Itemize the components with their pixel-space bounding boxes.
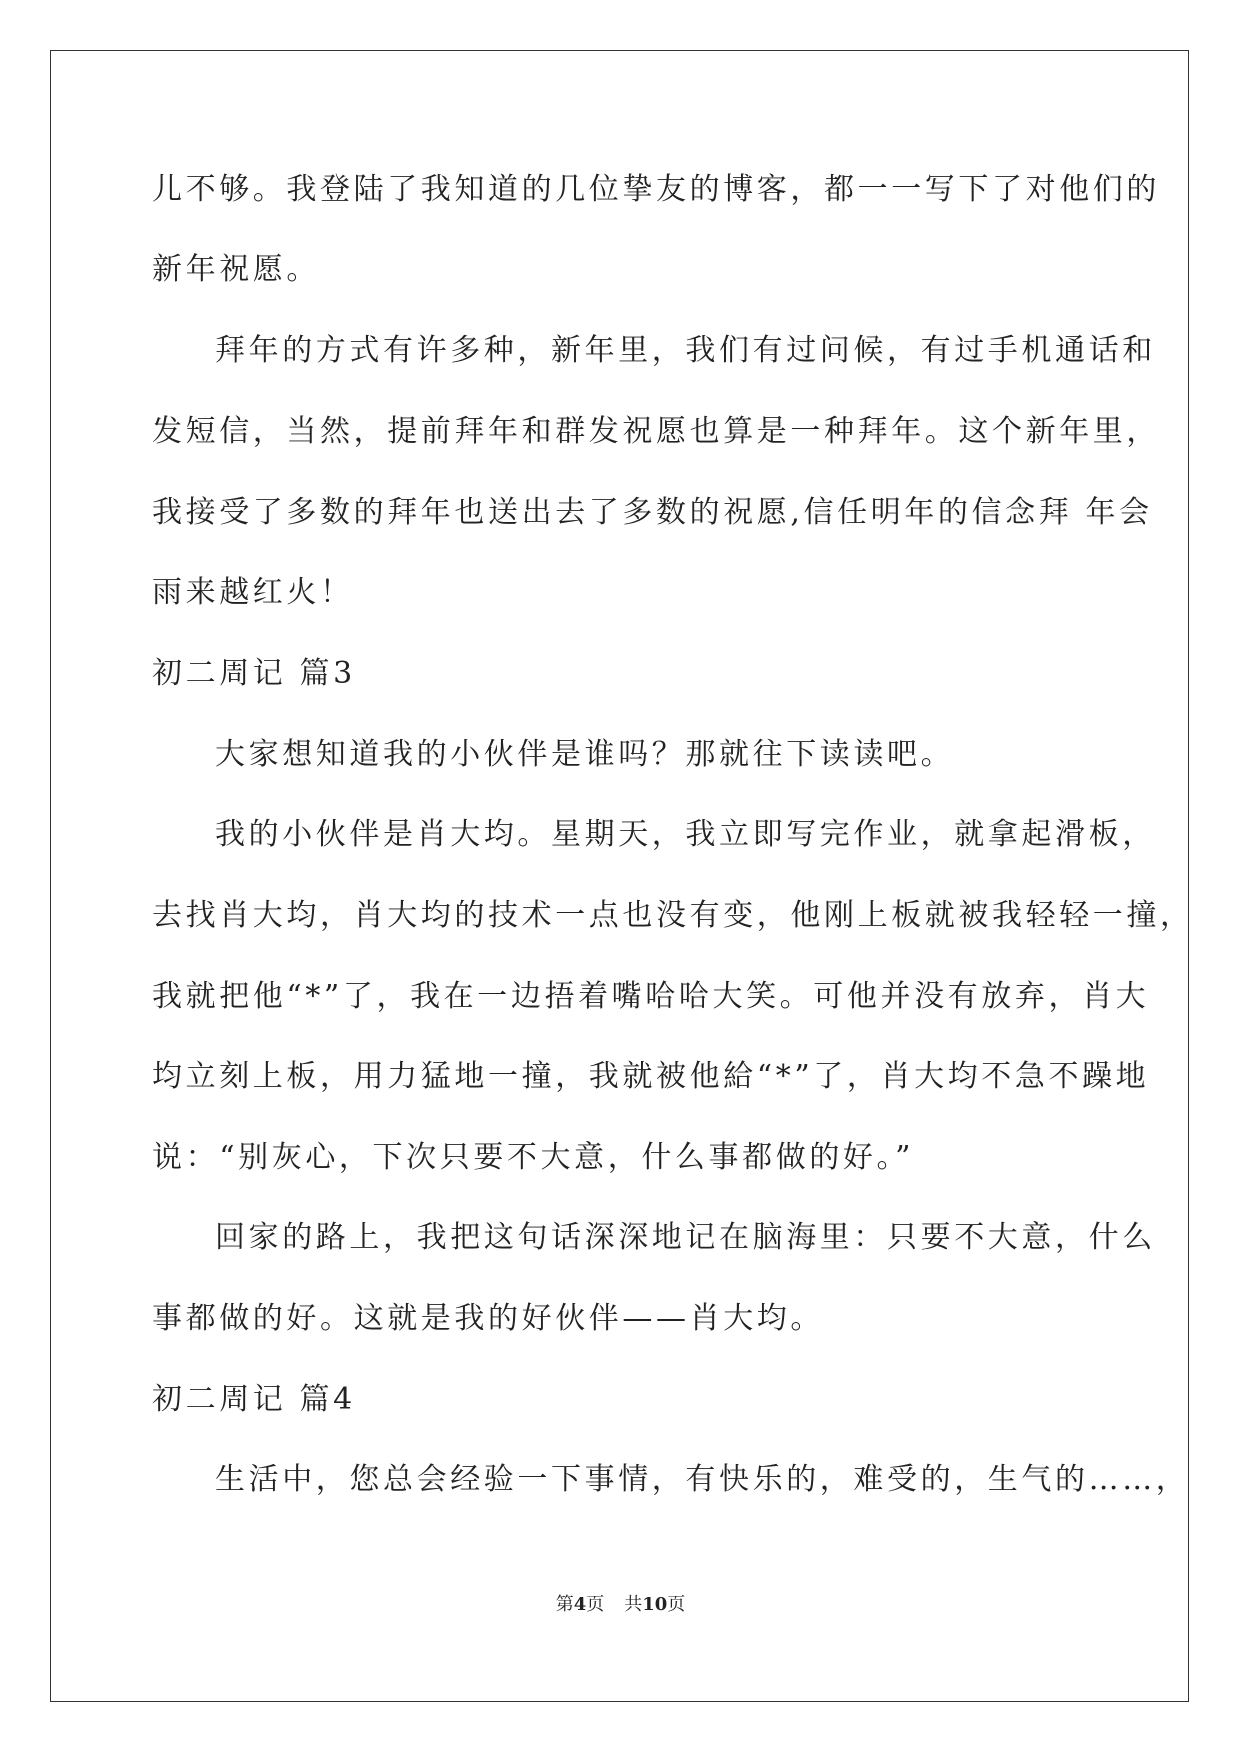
body-text-line: 均立刻上板，用力猛地一撞，我就被他給“*”了，肖大均不急不躁地 bbox=[152, 1059, 1150, 1094]
total-suffix: 页 bbox=[667, 1594, 686, 1615]
total-pages: 10 bbox=[642, 1594, 668, 1615]
page-border bbox=[50, 50, 1189, 1702]
page-suffix: 页 bbox=[586, 1594, 605, 1615]
body-text-line: 我的小伙伴是肖大均。星期天，我立即写完作业，就拿起滑板， bbox=[215, 817, 1156, 852]
body-text-line: 我就把他“*”了，我在一边捂着嘴哈哈大笑。可他并没有放弃，肖大 bbox=[152, 979, 1150, 1014]
body-text-line: 儿不够。我登陆了我知道的几位挚友的博客，都一一写下了对他们的 bbox=[152, 172, 1160, 207]
page-number: 4 bbox=[573, 1594, 587, 1615]
body-text-line: 去找肖大均，肖大均的技术一点也没有变，他刚上板就被我轻轻一撞， bbox=[152, 898, 1194, 933]
section-heading: 初二周记 篇4 bbox=[152, 1382, 356, 1417]
page-footer bbox=[0, 1593, 1241, 1617]
body-text-line: 我接受了多数的拜年也送出去了多数的祝愿,信任明年的信念拜 年会 bbox=[152, 495, 1153, 530]
body-text-line: 生活中，您总会经验一下事情，有快乐的，难受的，生气的……， bbox=[215, 1462, 1190, 1497]
section-heading: 初二周记 篇3 bbox=[152, 656, 356, 691]
body-text-line: 回家的路上，我把这句话深深地记在脑海里：只要不大意，什么 bbox=[215, 1220, 1156, 1255]
total-prefix: 共 bbox=[624, 1594, 643, 1615]
body-text-line: 雨来越红火！ bbox=[152, 575, 354, 610]
body-text-line: 发短信，当然，提前拜年和群发祝愿也算是一种拜年。这个新年里， bbox=[152, 414, 1160, 449]
body-text-line: 说：“别灰心，下次只要不大意，什么事都做的好。” bbox=[152, 1140, 915, 1175]
body-text-line: 事都做的好。这就是我的好伙伴——肖大均。 bbox=[152, 1301, 824, 1336]
body-text-line: 新年祝愿。 bbox=[152, 252, 320, 287]
body-text-line: 拜年的方式有许多种，新年里，我们有过问候，有过手机通话和 bbox=[215, 333, 1156, 368]
page-prefix: 第 bbox=[555, 1594, 574, 1615]
body-text-line: 大家想知道我的小伙伴是谁吗？那就往下读读吧。 bbox=[215, 737, 955, 772]
